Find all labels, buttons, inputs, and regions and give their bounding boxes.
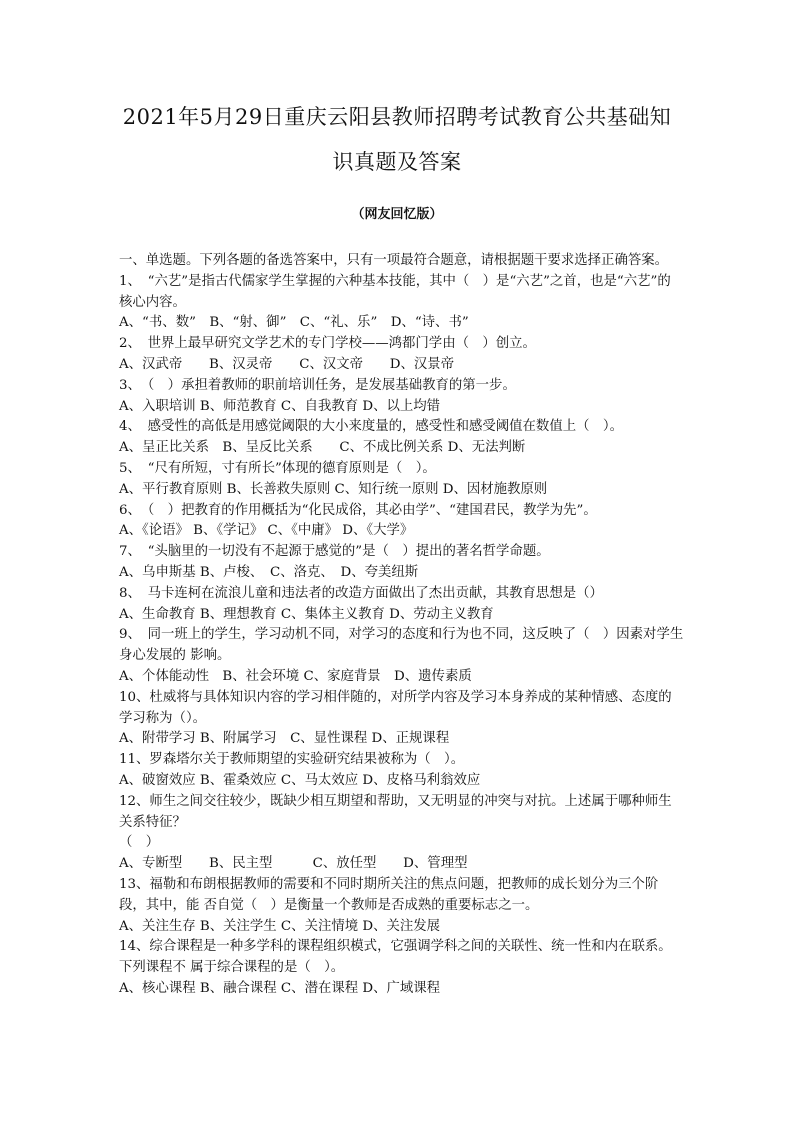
question-5: 5、 “尺有所短，寸有所长”体现的德育原则是（ ）。 (119, 460, 436, 476)
document-subtitle: （网友回忆版） (351, 207, 443, 222)
question-7: 7、 “头脑里的一切没有不起源于感觉的”是（ ）提出的著名哲学命题。 (119, 544, 550, 560)
question-6-options: A、《论语》 B、《学记》 C、《中庸》 D、《大学》 (119, 523, 414, 539)
question-11-options: A、破窗效应 B、霍桑效应 C、马太效应 D、皮格马利翁效应 (119, 772, 481, 788)
question-5-options: A、平行教育原则 B、长善救失原则 C、知行统一原则 D、因材施教原则 (119, 481, 548, 497)
question-12: 12、师生之间交往较少，既缺少相互期望和帮助，又无明显的冲突与对抗。上述属于哪种师生关系特征？ (119, 793, 672, 830)
question-4: 4、 感受性的高低是用感觉阈限的大小来度量的，感受性和感受阈值在数值上（ ）。 (119, 419, 623, 435)
question-8-options: A、生命教育 B、理想教育 C、集体主义教育 D、劳动主义教育 (119, 606, 494, 622)
document-title-line-1: 2021年5月29日重庆云阳县教师招聘考试教育公共基础知 (122, 105, 672, 129)
question-13-options: A、关注生存 B、关注学生 C、关注情境 D、关注发展 (119, 918, 441, 934)
question-10-options: A、附带学习 B、附属学习 C、显性课程 D、正规课程 (119, 731, 450, 747)
question-8: 8、 马卡连柯在流浪儿童和违法者的改造方面做出了杰出贡献，其教育思想是（） (119, 585, 603, 601)
question-6: 6、 （ ）把教育的作用概括为“化民成俗，其必由学”、“建国君民，教学为先”。 (119, 502, 597, 518)
question-1: 1、 “六艺”是指古代儒家学生掌握的六种基本技能，其中（ ）是“六艺”之首，也是“六艺”的核心内容。 (119, 273, 671, 310)
question-14: 14、综合课程是一种多学科的课程组织模式，它强调学科之间的关联性、统一性和内在联系。下列课程不 属于综合课程的是（ ）。 (119, 939, 672, 976)
question-14-options: A、核心课程 B、融合课程 C、潜在课程 D、广域课程 (119, 980, 441, 996)
question-7-options: A、乌申斯基 B、卢梭、 C、洛克、 D、夸美纽斯 (119, 564, 419, 580)
question-13: 13、福勒和布朗根据教师的需要和不同时期所关注的焦点问题，把教师的成长划分为三个阶段，其中，能 否自觉（ ）是衡量一个教师是否成熟的重要标志之一。 (119, 876, 659, 913)
section-heading: 一、单选题。下列各题的备选答案中，只有一项最符合题意，请根据题干要求选择正确答案。 (119, 253, 669, 268)
question-9-options: A、个体能动性 B、社会环境 C、家庭背景 D、遗传素质 (119, 668, 472, 684)
question-12-blank: （ ） (119, 835, 160, 851)
question-11: 11、罗森塔尔关于教师期望的实验研究结果被称为（ ）。 (119, 752, 465, 768)
question-2: 2、 世界上最早研究文学艺术的专门学校——鸿都门学由（ ）创立。 (119, 336, 536, 352)
question-9: 9、 同一班上的学生，学习动机不同，对学习的态度和行为也不同，这反映了（ ）因素对学生身心发展的 影响。 (119, 627, 684, 664)
question-3: 3、 （ ）承担着教师的职前培训任务，是发展基础教育的第一步。 (119, 377, 516, 393)
question-3-options: A、入职培训 B、师范教育 C、自我教育 D、以上均错 (119, 398, 441, 414)
question-4-options: A、呈正比关系 B、呈反比关系 C、不成比例关系 D、无法判断 (119, 440, 526, 456)
question-12-options: A、专断型 B、民主型 C、放任型 D、管理型 (119, 856, 468, 872)
question-1-options: A、“书、数” B、“射、御” C、“礼、乐” D、“诗、书” (119, 315, 469, 331)
question-list (119, 251, 684, 1000)
question-10: 10、杜威将与具体知识内容的学习相伴随的，对所学内容及学习本身养成的某种情感、态度的学习称为（）。 (119, 689, 672, 726)
question-2-options: A、汉武帝 B、汉灵帝 C、汉文帝 D、汉景帝 (119, 356, 455, 372)
document-title-line-2: 识真题及答案 (332, 150, 462, 174)
